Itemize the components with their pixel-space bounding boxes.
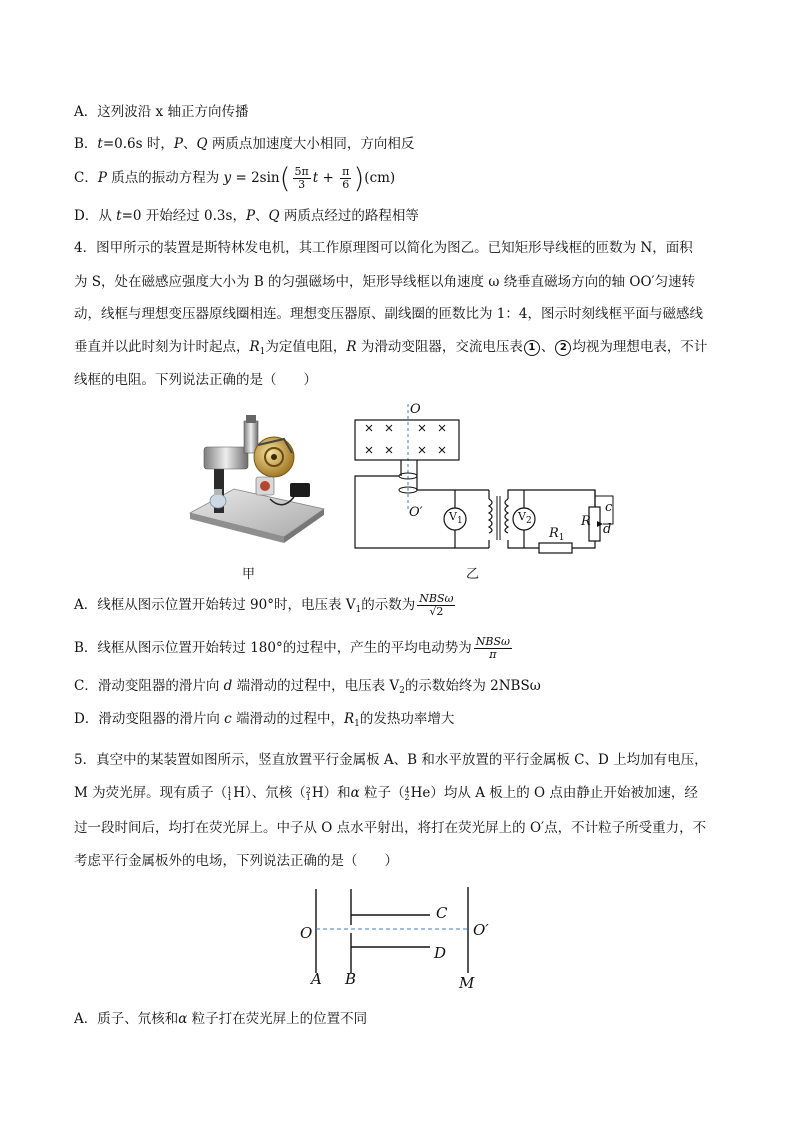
- q5-stem-line-3: 过一段时间后，均打在荧光屏上。中子从 O 点水平射出，将打在荧光屏上的 O′点，不计粒子所受重力，不: [74, 820, 707, 836]
- q5-option-a: A．质子、氘核和α 粒子打在荧光屏上的位置不同: [74, 1011, 368, 1027]
- q5-stem-line-2: M 为荧光屏。现有质子（ 1 1 H）、氘核（ 2 1 H）和α 粒子（ 4 2 He）均从 A 板上的 O 点由静止开始被加速，经: [74, 785, 698, 802]
- q4-stem-line-5: 线框的电阻。下列说法正确的是（ ）: [74, 372, 317, 388]
- generator-circuit-diagram: [345, 400, 625, 558]
- transformer-secondary-coil: [505, 499, 508, 533]
- q4-stem-line-4: 垂直并以此时刻为计时起点，$R_1$为定值电阻，R 为滑动变阻器，交流电压表 1 、 2 均视为理想电表，不计: [74, 339, 708, 357]
- transformer-primary-coil: [489, 499, 492, 533]
- helium-isotope-notation: 4 2: [404, 785, 410, 802]
- q3-option-c: C．P 质点的振动方程为 y = 2sin( $\frac{5\pi}{3}$ t + $\frac{\pi}{6}$ )(cm): [74, 161, 396, 195]
- axis-label-o-prime: O′: [409, 505, 423, 520]
- magnetic-field-crosses: [366, 425, 445, 453]
- q3-option-b: B．t=0.6s 时，P、Q 两质点加速度大小相同，方向相反: [74, 136, 415, 152]
- parallel-plates-diagram: [300, 885, 500, 985]
- rheostat-label: R: [581, 514, 591, 529]
- rheostat-end-c-label: c: [605, 500, 613, 515]
- proton-isotope-notation: 1 1: [227, 785, 233, 802]
- plate-b-label: B: [345, 970, 357, 988]
- q4-option-d: D．滑动变阻器的滑片向 c 端滑动的过程中，$R_1$的发热功率增大: [74, 711, 455, 729]
- figure-jia-caption: 甲: [242, 567, 256, 582]
- point-o-label: O: [300, 924, 313, 942]
- voltmeter-1-label: $V_1$: [449, 510, 463, 526]
- resistor-r1: [539, 543, 572, 553]
- deuteron-isotope-notation: 2 1: [305, 785, 311, 802]
- q4-stem-line-2: 为 S，处在磁感应强度大小为 B 的匀强磁场中，矩形导线框以角速度 ω 绕垂直磁场方向的轴 OO′匀速转: [74, 274, 696, 290]
- stirling-generator-photo: [186, 415, 326, 547]
- voltmeter-2-circled-number: 2: [555, 340, 571, 356]
- q4-stem-line-3: 动，线框与理想变压器原线圈相连。理想变压器原、副线圈的匝数比为 1：4，图示时刻线框平面与磁感线: [74, 306, 703, 322]
- plate-c-label: C: [436, 904, 448, 922]
- q4-option-a: A．线框从图示位置开始转过 90°时，电压表 $V_1$的示数为 $\frac{\text{NBSω}}{√2}$: [74, 592, 454, 618]
- figure-yi-caption: 乙: [466, 567, 480, 582]
- resistor-r1-label: $R_1$: [549, 526, 565, 543]
- axis-label-o: O: [410, 402, 421, 417]
- q5-stem-line-4: 考虑平行金属板外的电场，下列说法正确的是（ ）: [74, 853, 398, 869]
- q4-option-b: B．线框从图示位置开始转过 180°的过程中，产生的平均电动势为 $\frac{\text{NBSω}}{\pi}$: [74, 635, 510, 661]
- voltmeter-1-circled-number: 1: [524, 340, 540, 356]
- q4-stem-line-1: 4．图甲所示的装置是斯特林发电机，其工作原理图可以简化为图乙。已知矩形导线框的匝数为 N，面积: [74, 240, 693, 256]
- q5-stem-line-1: 5．真空中的某装置如图所示，竖直放置平行金属板 A、B 和水平放置的平行金属板 C、D 上均加有电压，: [74, 752, 708, 768]
- q3-option-d: D．从 t=0 开始经过 0.3s，P、Q 两质点经过的路程相等: [74, 208, 419, 224]
- plate-a-label: A: [311, 970, 322, 988]
- point-o-prime-label: O′: [473, 921, 489, 939]
- q4-option-c: C．滑动变阻器的滑片向 d 端滑动的过程中，电压表 $V_2$的示数始终为 2NBSω: [74, 678, 541, 696]
- screen-m-label: M: [459, 974, 475, 992]
- rheostat-end-d-label: d: [603, 522, 612, 537]
- plate-d-label: D: [434, 944, 447, 962]
- q3-option-a: A．这列波沿 x 轴正方向传播: [74, 104, 249, 120]
- voltmeter-2-label: $V_2$: [518, 510, 532, 526]
